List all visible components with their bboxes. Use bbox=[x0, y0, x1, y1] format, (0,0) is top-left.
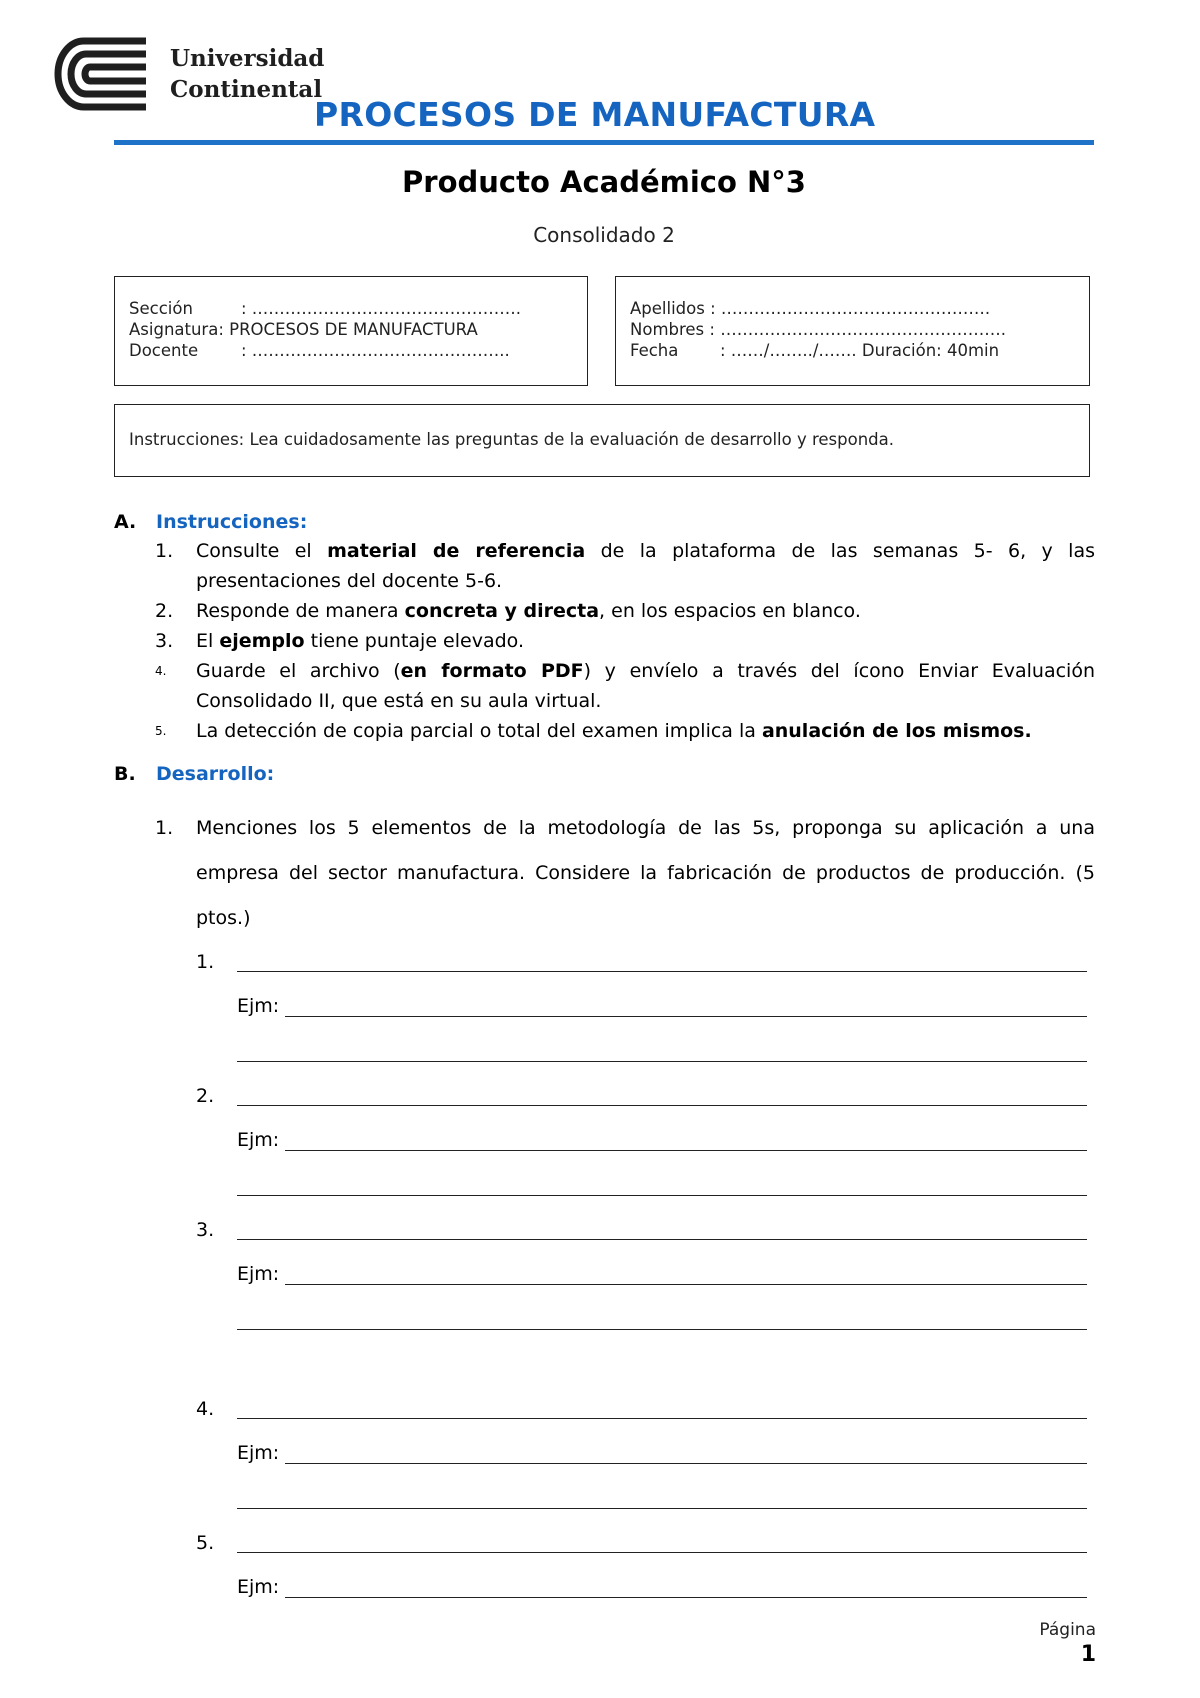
instructions-text: Instrucciones: Lea cuidadosamente las preguntas de la evaluación de desarrollo y responda. bbox=[129, 430, 894, 449]
question-number: 1. bbox=[155, 817, 174, 839]
list-item-bold: ejemplo bbox=[219, 630, 305, 652]
example-blank-line[interactable] bbox=[285, 1016, 1087, 1017]
list-item-number: 3. bbox=[155, 630, 174, 652]
section-b-letter: B. bbox=[114, 763, 136, 785]
docente-label: Docente bbox=[129, 341, 199, 360]
list-item bbox=[155, 596, 1095, 626]
fecha-label: Fecha bbox=[630, 341, 679, 360]
example-blank-line[interactable] bbox=[285, 1150, 1087, 1151]
student-info-box bbox=[615, 276, 1090, 386]
seccion-label: Sección bbox=[129, 299, 193, 318]
list-item bbox=[155, 716, 1095, 746]
seccion-value[interactable]: : …………………………………………. bbox=[241, 299, 522, 318]
nombres-row bbox=[630, 319, 1075, 340]
extra-blank-line[interactable] bbox=[237, 1508, 1087, 1509]
list-item-text: Guarde el archivo ( bbox=[196, 660, 401, 682]
instructions-box bbox=[114, 404, 1090, 477]
answer-blank-line[interactable] bbox=[237, 971, 1087, 972]
answer-blank-line[interactable] bbox=[237, 1239, 1087, 1240]
apellidos-label: Apellidos bbox=[630, 299, 705, 318]
answer-number: 3. bbox=[196, 1219, 215, 1241]
extra-blank-line[interactable] bbox=[237, 1195, 1087, 1196]
list-item-bold: en formato PDF bbox=[400, 660, 584, 682]
university-name-line1: Universidad bbox=[170, 45, 325, 72]
example-blank-line[interactable] bbox=[285, 1463, 1087, 1464]
list-item-number: 5. bbox=[155, 724, 167, 738]
example-label: Ejm: bbox=[237, 1129, 280, 1151]
answer-number: 2. bbox=[196, 1085, 215, 1107]
example-label: Ejm: bbox=[237, 1576, 280, 1598]
list-item-text: ) y envíelo a través del ícono Enviar Evaluación Consolidado II, que está en su aula virtual. bbox=[196, 660, 1095, 712]
section-b-title: Desarrollo: bbox=[156, 763, 275, 785]
list-item bbox=[155, 626, 1095, 656]
answer-blank-line[interactable] bbox=[237, 1105, 1087, 1106]
docente-row bbox=[129, 340, 573, 361]
list-item-text: Responde de manera bbox=[196, 600, 405, 622]
answer-number: 4. bbox=[196, 1398, 215, 1420]
section-a-heading bbox=[114, 511, 307, 533]
list-item-text: Consulte el bbox=[196, 540, 328, 562]
question-text: Menciones los 5 elementos de la metodología de las 5s, proponga su aplicación a una empresa del sector manufactura. Considere la fabricación de productos de producción. (5 ptos.) bbox=[196, 817, 1095, 929]
list-item-text: La detección de copia parcial o total del examen implica la bbox=[196, 720, 762, 742]
docente-value[interactable]: : ……………………………………….. bbox=[241, 341, 510, 360]
apellidos-value[interactable]: : …………………………………………. bbox=[710, 299, 991, 318]
list-item-text: El bbox=[196, 630, 220, 652]
section-b-heading bbox=[114, 763, 274, 785]
list-item-bold: anulación de los mismos. bbox=[761, 720, 1032, 742]
list-item-text: de la plataforma de las semanas 5- 6, y las presentaciones del docente 5-6. bbox=[196, 540, 1096, 592]
list-item-number: 2. bbox=[155, 600, 174, 622]
list-item-bold: concreta y directa bbox=[404, 600, 600, 622]
title-divider bbox=[114, 140, 1094, 145]
course-info-box bbox=[114, 276, 588, 386]
document-subtitle: Consolidado 2 bbox=[533, 223, 675, 247]
list-item bbox=[155, 656, 1095, 716]
section-a-title: Instrucciones: bbox=[156, 511, 308, 533]
page-number: 1 bbox=[1080, 1642, 1096, 1667]
instructions-list bbox=[155, 536, 1095, 746]
university-logo bbox=[54, 37, 325, 113]
example-label: Ejm: bbox=[237, 1442, 280, 1464]
extra-blank-line[interactable] bbox=[237, 1329, 1087, 1330]
asignatura-label: Asignatura bbox=[129, 320, 219, 339]
list-item-number: 4. bbox=[155, 664, 167, 678]
answer-number: 1. bbox=[196, 951, 215, 973]
page-label: Página bbox=[1039, 1620, 1096, 1640]
asignatura-value: : PROCESOS DE MANUFACTURA bbox=[218, 320, 478, 339]
list-item-text: , en los espacios en blanco. bbox=[599, 600, 861, 622]
answer-number: 5. bbox=[196, 1532, 215, 1554]
seccion-row bbox=[129, 298, 573, 319]
document-title: Producto Académico N°3 bbox=[402, 165, 806, 199]
list-item-number: 1. bbox=[155, 540, 174, 562]
fecha-row bbox=[630, 340, 1075, 361]
university-logo-icon bbox=[54, 37, 154, 111]
answer-blank-line[interactable] bbox=[237, 1418, 1087, 1419]
list-item-bold: material de referencia bbox=[327, 540, 586, 562]
extra-blank-line[interactable] bbox=[237, 1061, 1087, 1062]
course-title: PROCESOS DE MANUFACTURA bbox=[314, 95, 876, 134]
nombres-value[interactable]: : ……………………………………………. bbox=[709, 320, 1006, 339]
answer-blank-line[interactable] bbox=[237, 1552, 1087, 1553]
example-label: Ejm: bbox=[237, 995, 280, 1017]
asignatura-row bbox=[129, 319, 573, 340]
section-a-letter: A. bbox=[114, 511, 137, 533]
fecha-value[interactable]: : ……/……../……. Duración: 40min bbox=[720, 341, 1000, 360]
example-blank-line[interactable] bbox=[285, 1284, 1087, 1285]
list-item-text: tiene puntaje elevado. bbox=[304, 630, 524, 652]
university-name-line2: Continental bbox=[170, 76, 323, 103]
list-item bbox=[155, 536, 1095, 596]
apellidos-row bbox=[630, 298, 1075, 319]
example-label: Ejm: bbox=[237, 1263, 280, 1285]
example-blank-line[interactable] bbox=[285, 1597, 1087, 1598]
question-1 bbox=[155, 806, 1095, 941]
nombres-label: Nombres bbox=[630, 320, 705, 339]
